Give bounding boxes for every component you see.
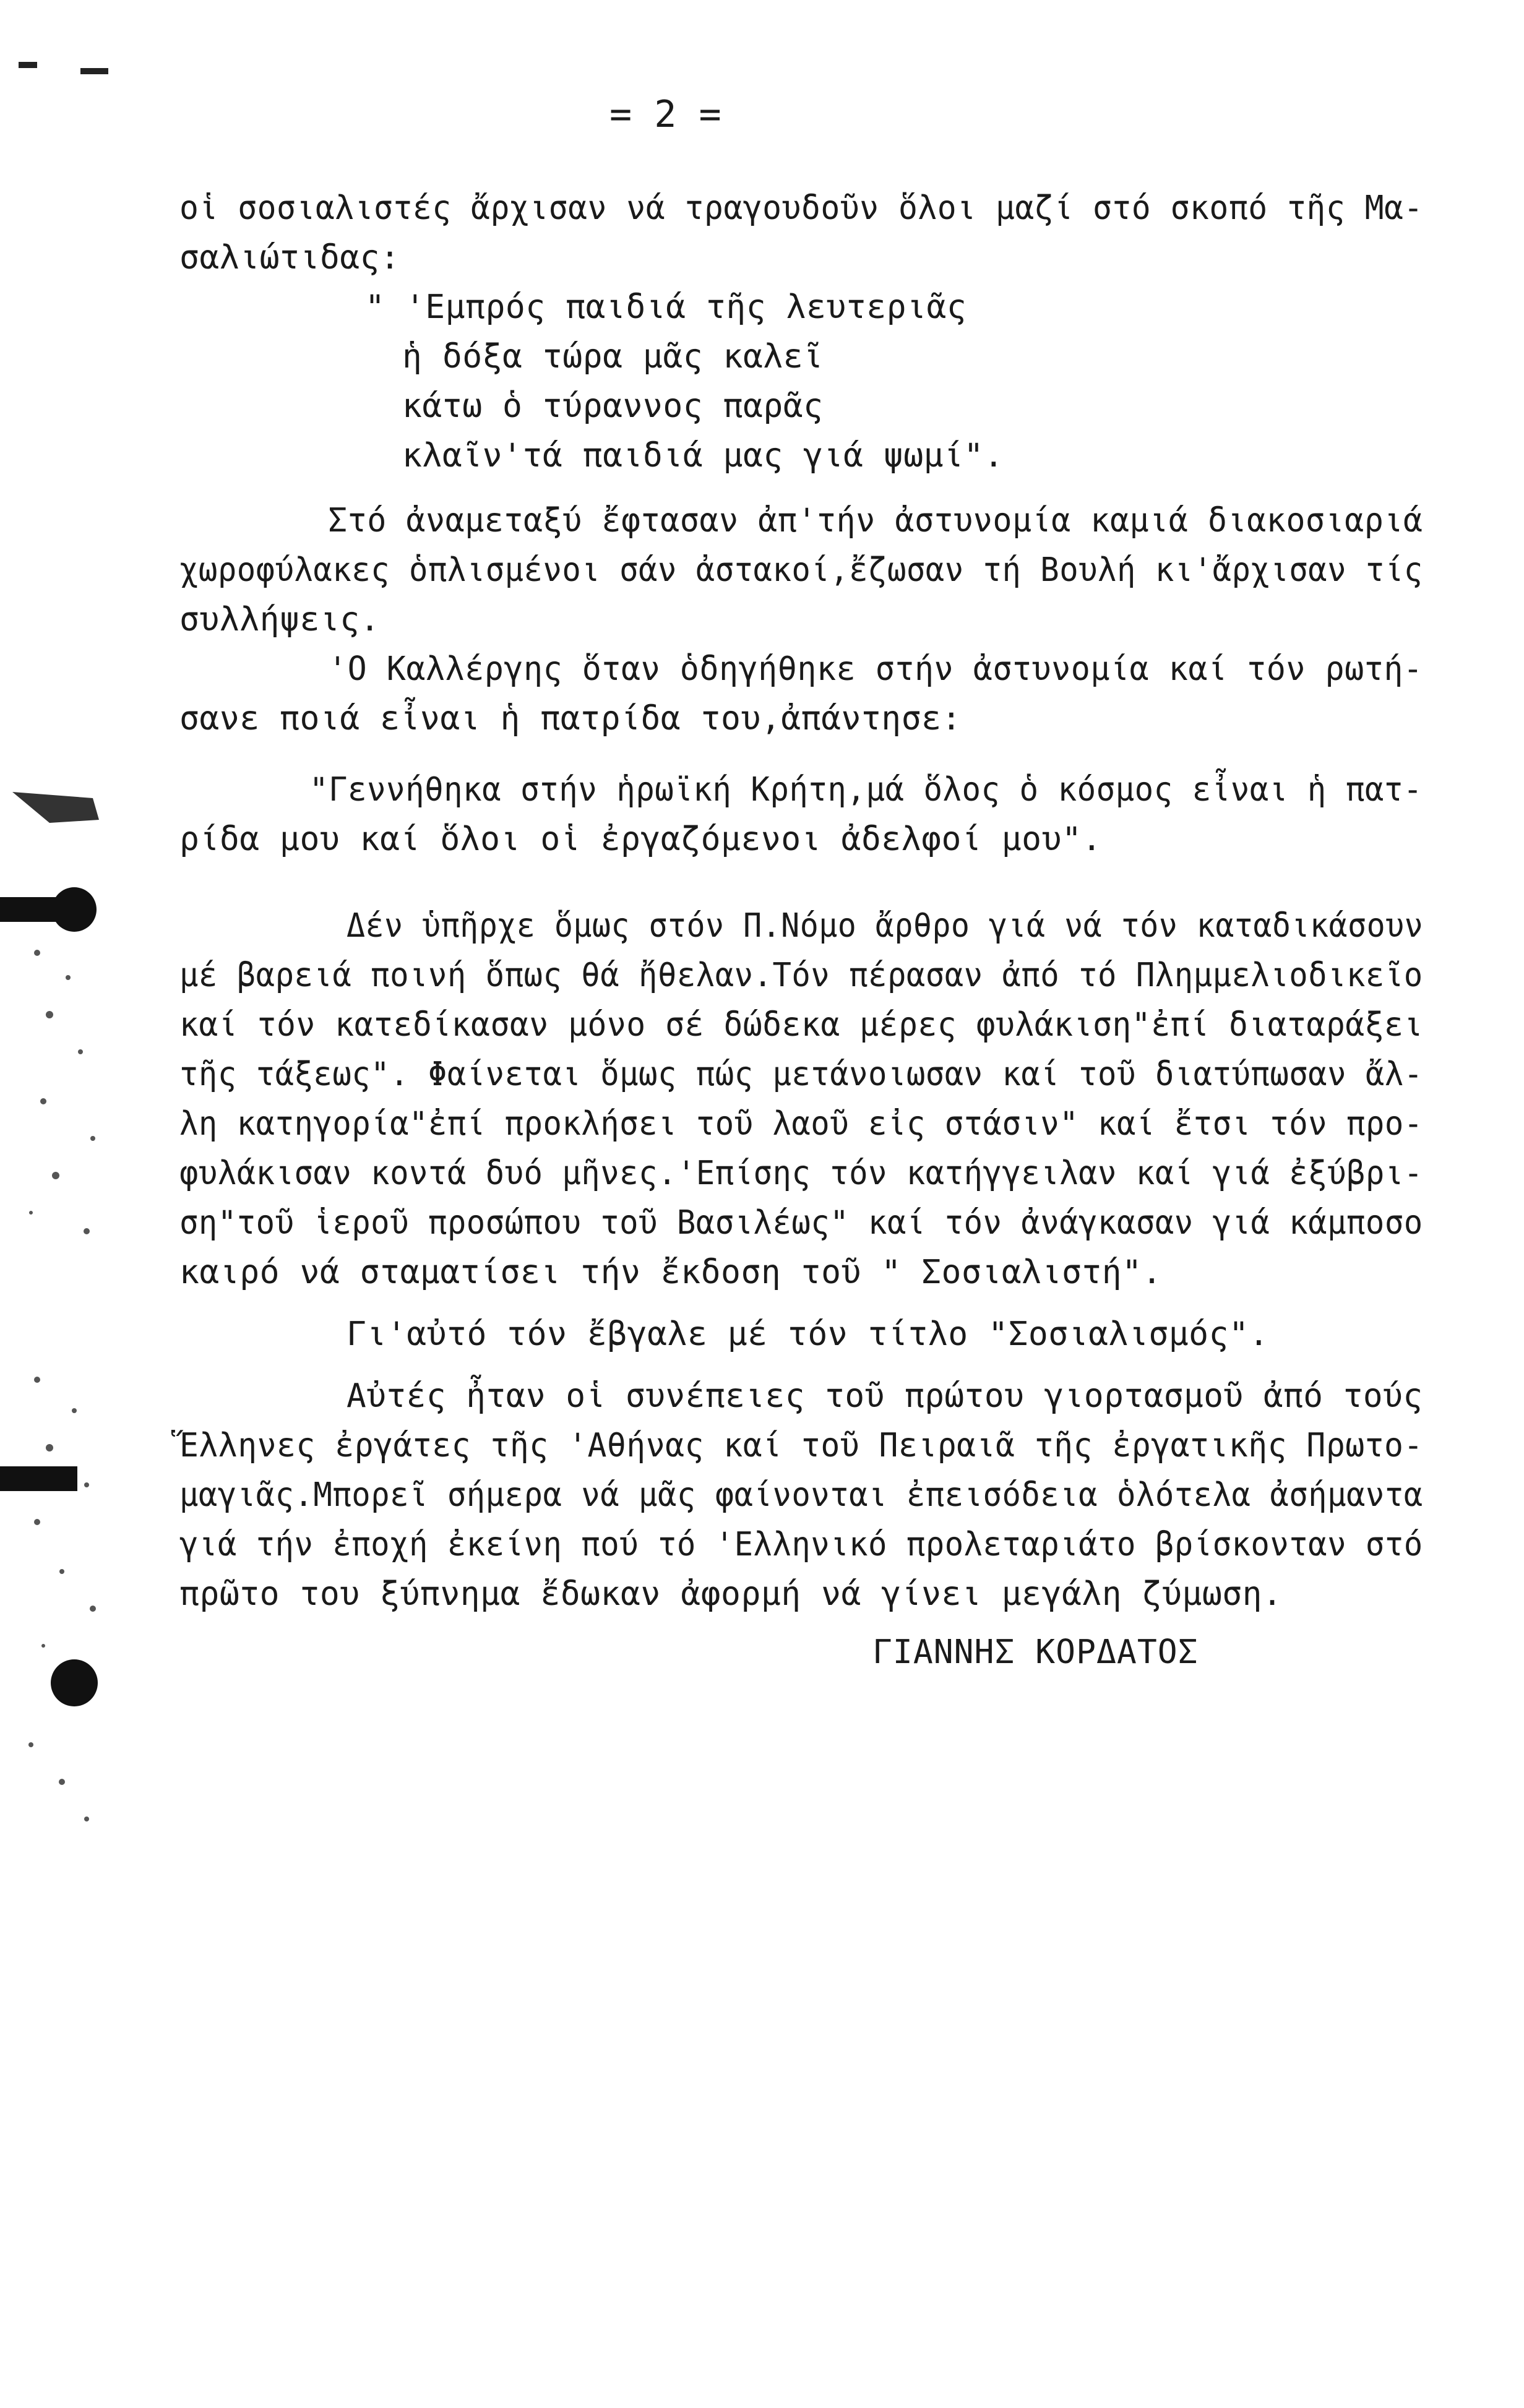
text-line: ση"τοῦ ἱεροῦ προσώπου τοῦ Βασιλέως" καί τόν ἀνάγκασαν γιά κάμποσο — [179, 1204, 1423, 1242]
text-line: Στό ἀναμεταξύ ἔφτασαν ἀπ'τήν ἀστυνομία καμιά διακοσιαριά — [328, 502, 1423, 540]
text-line: ρίδα μου καί ὅλοι οἱ ἐργαζόμενοι ἀδελφοί μου". — [179, 820, 1102, 858]
verse-line: " 'Εμπρός παιδιά τῆς λευτεριᾶς — [365, 288, 967, 326]
text-line: μαγιᾶς.Μπορεῖ σήμερα νά μᾶς φαίνονται ἐπεισόδεια ὁλότελα ἀσήμαντα — [179, 1476, 1423, 1514]
verse-line: κλαῖν'τά παιδιά μας γιά ψωμί". — [402, 437, 1004, 475]
text-line: χωροφύλακες ὁπλισμένοι σάν ἀστακοί,ἔζωσαν τή Βουλή κι'ἄρχισαν τίς — [179, 551, 1423, 589]
page-number: = 2 = — [609, 93, 721, 136]
text-line: σαλιώτιδας: — [179, 239, 400, 277]
text-line: Αὐτές ἦταν οἱ συνέπειες τοῦ πρώτου γιορτασμοῦ ἀπό τούς — [347, 1377, 1423, 1415]
text-line: γιά τήν ἐποχή ἐκείνη πού τό 'Ελληνικό προλεταριάτο βρίσκονταν στό — [179, 1526, 1423, 1563]
text-line: 'Ο Καλλέργης ὅταν ὁδηγήθηκε στήν ἀστυνομία καί τόν ρωτή- — [328, 650, 1423, 688]
text-line: "Γεννήθηκα στήν ἡρωϊκή Κρήτη,μά ὅλος ὁ κόσμος εἶναι ἡ πατ- — [309, 771, 1423, 809]
author-signature: ΓΙΑΝΝΗΣ ΚΟΡΔΑΤΟΣ — [872, 1633, 1199, 1671]
text-line: σανε ποιά εἶναι ἡ πατρίδα του,ἀπάντησε: — [179, 700, 962, 737]
text-line: καιρό νά σταματίσει τήν ἔκδοση τοῦ " Σοσιαλιστή". — [179, 1253, 1163, 1291]
text-line: Δέν ὑπῆρχε ὅμως στόν Π.Νόμο ἄρθρο γιά νά τόν καταδικάσουν — [347, 907, 1424, 945]
text-line: λη κατηγορία"ἐπί προκλήσει τοῦ λαοῦ εἰς στάσιν" καί ἔτσι τόν προ- — [179, 1105, 1423, 1143]
text-line: Γι'αὐτό τόν ἔβγαλε μέ τόν τίτλο "Σοσιαλισμός". — [347, 1315, 1269, 1353]
text-line: μέ βαρειά ποινή ὅπως θά ἤθελαν.Τόν πέρασαν ἀπό τό Πλημμελιοδικεῖο — [179, 957, 1423, 994]
text-line: πρῶτο του ξύπνημα ἔδωκαν ἀφορμή νά γίνει μεγάλη ζύμωση. — [179, 1575, 1283, 1613]
verse-line: κάτω ὁ τύραννος παρᾶς — [402, 387, 824, 425]
verse-line: ἡ δόξα τώρα μᾶς καλεῖ — [402, 338, 824, 376]
text-line: τῆς τάξεως". Φαίνεται ὅμως πώς μετάνοιωσαν καί τοῦ διατύπωσαν ἄλ- — [179, 1056, 1423, 1093]
text-line: καί τόν κατεδίκασαν μόνο σέ δώδεκα μέρες φυλάκιση"ἐπί διαταράξει — [179, 1006, 1423, 1044]
text-line: φυλάκισαν κοντά δυό μῆνες.'Επίσης τόν κατήγγειλαν καί γιά ἐξύβρι- — [179, 1155, 1423, 1192]
text-line: συλλήψεις. — [179, 601, 381, 639]
text-line: οἱ σοσιαλιστές ἄρχισαν νά τραγουδοῦν ὅλοι μαζί στό σκοπό τῆς Μα- — [179, 189, 1423, 227]
text-line: Ἕλληνες ἐργάτες τῆς 'Αθήνας καί τοῦ Πειραιᾶ τῆς ἐργατικῆς Πρωτο- — [179, 1427, 1423, 1464]
scan-marks — [0, 49, 124, 1906]
